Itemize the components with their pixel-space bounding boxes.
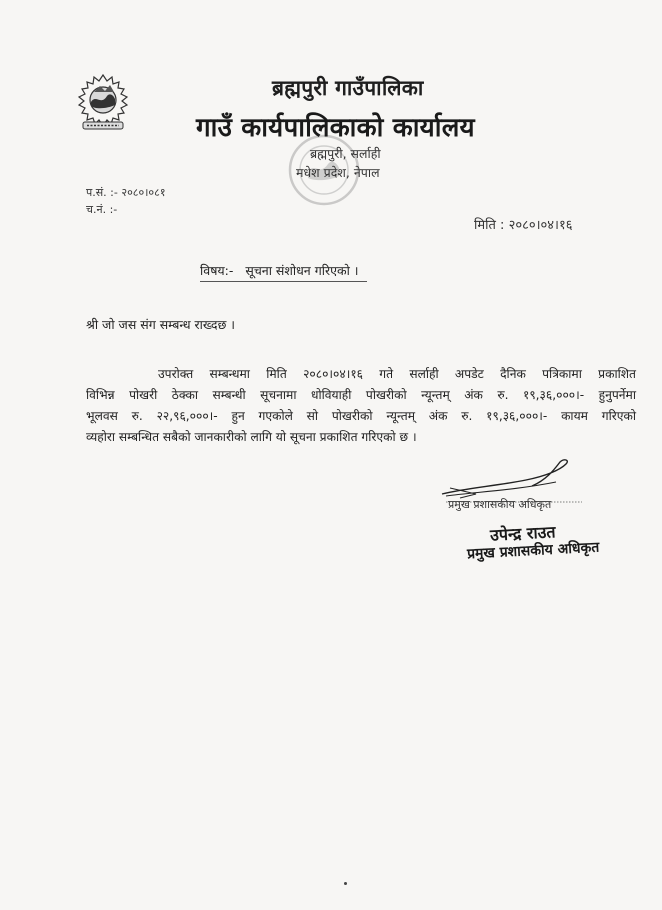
letter-number: प.सं. :- २०८०।०८१ (86, 186, 166, 199)
municipality-name: ब्रह्मपुरी गाउँपालिका (272, 76, 424, 100)
office-name: गाउँ कार्यपालिकाको कार्यालय (196, 113, 475, 143)
stamp-name: उपेन्द्र राउत (489, 522, 556, 545)
subject-text: सूचना संशोधन गरिएको । (245, 263, 359, 278)
page-mark (344, 882, 347, 885)
body-line: भूलवस रु. २२,९६,०००।- हुन गएकोले सो पोखरीको न्यून्तम् अंक रु. १९,३६,०००।- कायम गरिएको (86, 409, 636, 423)
body-line: विभिन्न पोखरी ठेक्का सम्बन्धी सूचनामा धोवियाही पोखरीको न्यून्तम् अंक रु. १९,३६,०००।- हुनुपर्नेमा (86, 388, 636, 402)
letter-body (86, 364, 636, 448)
body-line: व्यहोरा सम्बन्धित सबैको जानकारीको लागि यो सूचना प्रकाशित गरिएको छ । (86, 430, 417, 444)
subject-line (200, 262, 367, 282)
nepal-emblem-icon (74, 72, 132, 134)
address-line-2: मधेश प्रदेश, नेपाल (296, 165, 380, 180)
stamp-designation: प्रमुख प्रशासकीय अधिकृत (466, 539, 600, 563)
subject-label: विषय:- (200, 263, 234, 278)
salutation: श्री जो जस संग सम्बन्ध राख्दछ । (86, 317, 236, 332)
body-line: उपरोक्त सम्बन्धमा मिति २०८०।०४।१६ गते सर्लाही अपडेट दैनिक पत्रिकामा प्रकाशित (158, 367, 636, 381)
letter-date: मिति : २०८०।०४।१६ (474, 218, 573, 233)
dispatch-number: च.नं. :- (86, 203, 118, 216)
address-line-1: ब्रह्मपुरी, सर्लाही (310, 146, 381, 161)
signatory-designation: प्रमुख प्रशासकीय अधिकृत (448, 498, 552, 511)
